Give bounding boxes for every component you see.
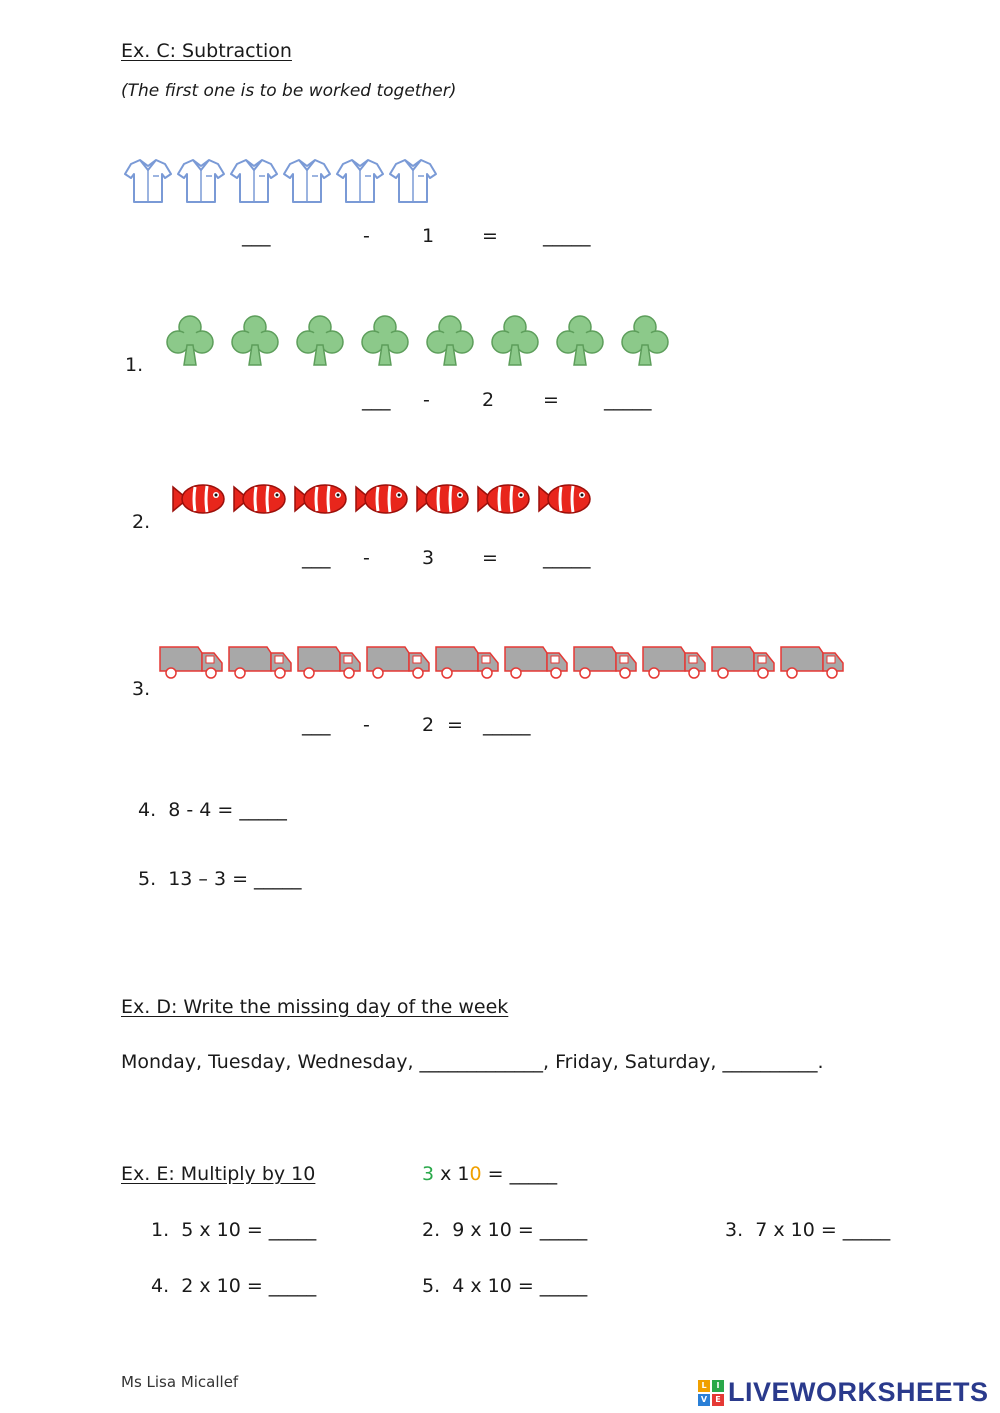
- exe-example-digit-3: 3: [422, 1163, 435, 1185]
- exe-example-digit-0: 0: [469, 1163, 482, 1185]
- fish-icon: [354, 481, 410, 517]
- item-3-number: 2: [422, 714, 435, 736]
- exd-days-line[interactable]: Monday, Tuesday, Wednesday, _____________, Friday, Saturday, __________.: [121, 1051, 824, 1073]
- shirt-icon: [176, 156, 226, 206]
- item-1-blank[interactable]: ___: [362, 389, 391, 411]
- clover-icon: [295, 313, 345, 367]
- item-2-blank[interactable]: ___: [302, 547, 331, 569]
- example-answer[interactable]: _____: [543, 225, 591, 247]
- author-name: Ms Lisa Micallef: [121, 1373, 239, 1391]
- clover-icon: [620, 313, 670, 367]
- exc-heading: Ex. C: Subtraction: [121, 40, 292, 62]
- item-1-answer[interactable]: _____: [604, 389, 652, 411]
- truck-icon: [434, 641, 500, 681]
- shirt-icon: [282, 156, 332, 206]
- item-2-label: 2.: [132, 511, 151, 533]
- truck-icon: [158, 641, 224, 681]
- truck-icon: [779, 641, 845, 681]
- exe-question-2[interactable]: 2. 9 x 10 = _____: [422, 1219, 588, 1241]
- item-3-equals: =: [447, 714, 463, 736]
- exe-question-3[interactable]: 3. 7 x 10 = _____: [725, 1219, 891, 1241]
- item-1-minus: -: [423, 389, 430, 411]
- item-1-label: 1.: [125, 354, 144, 376]
- example-minus: -: [363, 225, 370, 247]
- truck-icon: [572, 641, 638, 681]
- exe-example-rest: = _____: [481, 1163, 558, 1185]
- item-2-answer[interactable]: _____: [543, 547, 591, 569]
- truck-icon: [227, 641, 293, 681]
- example-number: 1: [422, 225, 435, 247]
- truck-icon: [365, 641, 431, 681]
- item-1-equals: =: [543, 389, 559, 411]
- fish-icon: [293, 481, 349, 517]
- fish-icon: [537, 481, 593, 517]
- fish-row: [171, 481, 593, 517]
- example-blank[interactable]: ___: [242, 225, 271, 247]
- item-3-minus: -: [363, 714, 370, 736]
- clover-row: [165, 313, 670, 367]
- exc-note: (The first one is to be worked together): [121, 81, 457, 101]
- truck-icon: [641, 641, 707, 681]
- fish-icon: [415, 481, 471, 517]
- clover-icon: [425, 313, 475, 367]
- exe-heading: Ex. E: Multiply by 10: [121, 1163, 316, 1185]
- logo-mark-letter: E: [712, 1394, 724, 1406]
- clover-icon: [555, 313, 605, 367]
- logo-mark-letter: V: [698, 1394, 710, 1406]
- clover-icon: [230, 313, 280, 367]
- logo-text: LIVEWORKSHEETS: [728, 1377, 989, 1407]
- item-2-minus: -: [363, 547, 370, 569]
- item-3-answer[interactable]: _____: [483, 714, 531, 736]
- exe-question-5[interactable]: 5. 4 x 10 = _____: [422, 1275, 588, 1297]
- example-equals: =: [482, 225, 498, 247]
- item-3-label: 3.: [132, 678, 151, 700]
- clover-icon: [360, 313, 410, 367]
- clover-icon: [490, 313, 540, 367]
- clover-icon: [165, 313, 215, 367]
- exe-example-times: x 1: [434, 1163, 470, 1185]
- question-5[interactable]: 5. 13 – 3 = _____: [138, 868, 302, 890]
- shirt-icon: [335, 156, 385, 206]
- truck-row: [158, 641, 845, 681]
- fish-icon: [476, 481, 532, 517]
- item-3-blank[interactable]: ___: [302, 714, 331, 736]
- example-shirt-row: [123, 156, 438, 206]
- exe-question-1[interactable]: 1. 5 x 10 = _____: [151, 1219, 317, 1241]
- truck-icon: [296, 641, 362, 681]
- logo-mark-icon: [698, 1380, 724, 1406]
- shirt-icon: [388, 156, 438, 206]
- item-1-number: 2: [482, 389, 495, 411]
- shirt-icon: [229, 156, 279, 206]
- liveworksheets-logo[interactable]: [698, 1377, 989, 1408]
- item-2-equals: =: [482, 547, 498, 569]
- question-4[interactable]: 4. 8 - 4 = _____: [138, 799, 287, 821]
- logo-mark-letter: L: [698, 1380, 710, 1392]
- exd-heading: Ex. D: Write the missing day of the week: [121, 996, 509, 1018]
- truck-icon: [710, 641, 776, 681]
- item-2-number: 3: [422, 547, 435, 569]
- truck-icon: [503, 641, 569, 681]
- exe-question-4[interactable]: 4. 2 x 10 = _____: [151, 1275, 317, 1297]
- exe-example: [422, 1163, 557, 1185]
- logo-mark-letter: I: [712, 1380, 724, 1392]
- shirt-icon: [123, 156, 173, 206]
- fish-icon: [171, 481, 227, 517]
- fish-icon: [232, 481, 288, 517]
